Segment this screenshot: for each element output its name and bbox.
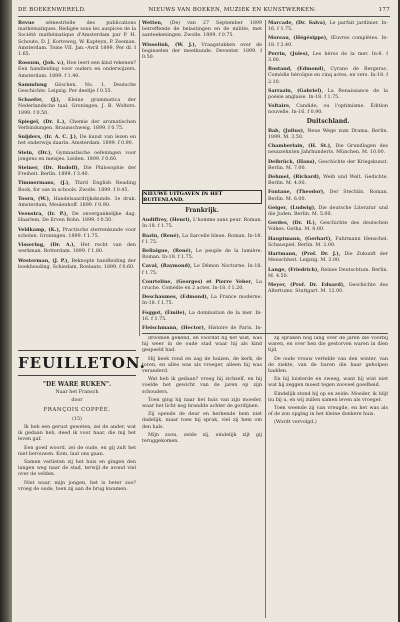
entry-author: Voltaire, bbox=[268, 103, 291, 110]
entry-text: La Sarcelle bleue. Roman. In-18. f 1.75. bbox=[142, 233, 262, 245]
entry-author: Caval, (Raymond), bbox=[142, 263, 192, 270]
catalogue-entry bbox=[268, 143, 388, 156]
catalogue-entry bbox=[268, 159, 388, 172]
entry-text: Le parfait jardinier. In-16. f 1.75. bbox=[268, 21, 388, 33]
story-continuation-middle bbox=[142, 336, 262, 618]
entry-text: De onvergankelijke dag. Haarlem, De Erven Bohn. 1899. f 0.50. bbox=[18, 212, 136, 224]
entry-author: Rossum, (Joh. v.), bbox=[18, 60, 66, 67]
catalogue-entry bbox=[18, 60, 136, 80]
entry-author: Spiegel, (Dr. L.), bbox=[18, 118, 66, 125]
entry-author: Westerman, (J. P.), bbox=[18, 257, 70, 264]
entry-author: Deschaumes, (Edmond), bbox=[142, 294, 209, 301]
entry-text: Vraagstukken over de beginselen der meetkunde. Deventer. 1899. f 0.50. bbox=[142, 42, 262, 61]
entry-author: Toorn, (W.), bbox=[18, 195, 51, 202]
catalogue-entry bbox=[142, 310, 262, 323]
entry-text: Practische sterrenkunde voor scholen. Groningen. 1899. f 1.75. bbox=[18, 227, 136, 239]
header-page-number: 177 bbox=[378, 7, 390, 13]
entry-text: Beknopte handleiding der boekhouding. Schiedam, Roelants. 1899. f 0.60. bbox=[18, 258, 136, 270]
catalogue-entry bbox=[268, 205, 388, 218]
story-paragraph: De oude vrouw vertelde van den winter, van de ziekte, van de buren die haar geholpen hadden. bbox=[268, 356, 388, 375]
entry-author: Snijders, (Ir. A. C. J.), bbox=[18, 134, 78, 141]
entry-author: Fleischmann, (Hector), bbox=[142, 325, 206, 330]
lower-section-rule bbox=[142, 333, 388, 334]
catalogue-entry bbox=[18, 97, 136, 117]
entry-text: Die Grundlagen des neunzehnten Jahrhunderts. München. M. 10.00. bbox=[268, 144, 388, 156]
running-header bbox=[18, 4, 390, 17]
entry-author: Sarrazin, (Gabriel), bbox=[268, 87, 324, 94]
entry-author: Wetten, bbox=[142, 20, 163, 26]
story-title: "DE WARE RUKEN". bbox=[42, 381, 112, 388]
story-installment: (15) bbox=[72, 416, 82, 422]
catalogue-entry bbox=[18, 20, 136, 58]
entry-author: Revue bbox=[18, 20, 35, 26]
entry-author: Wisselink, (W. J.), bbox=[142, 41, 197, 48]
book-binding-edge bbox=[0, 0, 12, 622]
catalogue-entry bbox=[142, 263, 262, 276]
entry-text: Candide, ou l'optimisme. Édition nouvelle. In-16. f 0.90. bbox=[268, 104, 388, 116]
story-subtitle: Naar het Fransch bbox=[55, 390, 99, 396]
entry-text: Cyrano de Bergerac. Comédie héroïque en cinq actes, en vers. In-18. f 2.10. bbox=[268, 67, 388, 85]
entry-text: Fuhrmann Henschel. Schauspiel. Berlin. M. 2.00. bbox=[268, 236, 388, 248]
entry-author: Lange, (Friedrich), bbox=[268, 266, 319, 273]
entry-author: Schaefer, (J.), bbox=[18, 97, 61, 104]
catalogue-entry bbox=[268, 88, 388, 101]
story-paragraph: Samen verlieten zij het huis en gingen den langen weg naar de stad, terwijl de avond viel over de velden. bbox=[18, 460, 136, 478]
entry-author: Hauptmann, (Gerhart), bbox=[268, 235, 333, 242]
catalogue-entry bbox=[18, 242, 136, 255]
story-paragraph: Zij opende de deur en herkende hem niet dadelijk, maar toen hij sprak, viel zij hem om den hals. bbox=[142, 412, 262, 430]
story-paragraph: (Wordt vervolgd.) bbox=[274, 420, 317, 426]
catalogue-entry bbox=[142, 42, 262, 62]
entry-author: Fontane, (Theodor), bbox=[268, 189, 325, 196]
entry-text: Geschichte des Altertums. Stuttgart. M. 12.00. bbox=[268, 282, 388, 295]
story-paragraph: Hij keek rond en zag de huizen, de kerk, de toren, en alles was als vroeger, alleen hij was veranderd. bbox=[142, 356, 262, 375]
catalogue-entry bbox=[142, 325, 262, 330]
column-rule-right bbox=[265, 20, 266, 618]
entry-author: Timmermans, (J.), bbox=[18, 180, 70, 187]
entry-text: La domination de la mer. In-16. f 1.75. bbox=[142, 310, 262, 322]
story-paragraph: Wat heb ik gedaan? vroeg hij zichzelf, en hij voelde het gewicht van de jaren op zijn schouders. bbox=[142, 377, 262, 395]
catalogue-entry bbox=[18, 211, 136, 224]
feuilleton-heading: FEUILLETON. bbox=[18, 350, 136, 376]
entry-text: Handelsaardrijkskunde. 3e druk. Amsterdam, Meulenhoff. 1899. f 0.90. bbox=[18, 196, 136, 209]
entry-text: Third English Reading Book, for use in schools. Zwolle. 1899. f 0.45. bbox=[18, 181, 136, 193]
header-left: DE BOEKENWERELD. bbox=[18, 7, 87, 13]
entry-text: Het recht van den werkman. Rotterdam. 1899. f 1.80. bbox=[18, 243, 136, 255]
column-right bbox=[268, 20, 388, 332]
catalogue-entry bbox=[18, 196, 136, 209]
story-continuation-right bbox=[268, 336, 388, 618]
catalogue-entry bbox=[268, 51, 388, 64]
story-paragraph: Eindelijk stond hij op en zeide: Moeder, ik blijf nu bij u, en wij zullen samen leven als vroeger. bbox=[268, 391, 388, 403]
catalogue-entry bbox=[142, 20, 262, 40]
entry-author: Bab, (Julius), bbox=[268, 127, 305, 134]
entry-author: Delbrück, (Hans), bbox=[268, 158, 317, 165]
entry-author: Stein, (Dr.), bbox=[18, 149, 53, 156]
entry-text: Chemie der aromatischen Verbindungen. Braunschweig. 1899. f 0.75. bbox=[18, 119, 136, 132]
entry-author: Sammlung bbox=[18, 81, 47, 88]
entry-text: sémestrielle des publications mathématiques. Rédigée sous les auspices de la Société mathématique d'Amsterdam par P. H. Schoute, D. J. Korteweg, W. Kapteyn, P. Zeeman. Amsterdam. Tome VII. Jan.–Avril 1899. Per dl. f 1.65. bbox=[18, 21, 136, 58]
entry-author: Chamberlain, (H. St.), bbox=[268, 143, 332, 150]
entry-author: Vissering, (Dr. A.), bbox=[18, 242, 76, 249]
entry-text: Reines Deutschtum. Berlin. M. 4.50. bbox=[268, 267, 388, 279]
entry-text: De kunst van lezen en het onderwijs daarin. Amsterdam. 1899. f 0.90. bbox=[18, 135, 136, 147]
story-paragraph: zij spraken nog lang over de jaren die voorbij waren, en over hen die gestorven waren in dien tijd. bbox=[268, 336, 388, 354]
section-box-foreign-publications: NIEUWE UITGAVEN IN HET BUITENLAND. bbox=[142, 190, 262, 204]
story-paragraph: droomen gekend, en voordat hij het wist, was hij weer in de oude stad waar hij als kind gespeeld had. bbox=[142, 336, 262, 354]
catalogue-entry bbox=[268, 128, 388, 141]
catalogue-entry bbox=[268, 103, 388, 116]
catalogue-entry bbox=[142, 248, 262, 261]
entry-text: (De) van 27 September 1899 betreffende de belastingen en de militie, met aanteekeningen. Zwolle. 1899. f 0.75. bbox=[142, 21, 262, 39]
catalogue-entry bbox=[268, 282, 388, 295]
catalogue-entry bbox=[142, 279, 262, 292]
entry-author: Steiner, (Dr. Rudolf), bbox=[18, 165, 80, 172]
entry-author: Foggot, (Émile), bbox=[142, 309, 187, 316]
entry-text: Œuvres complètes. In-18. f 2.40. bbox=[268, 36, 388, 48]
entry-author: Dehmel, (Richard), bbox=[268, 174, 321, 181]
entry-text: Geschichte der Kriegskunst. Berlin. M. 7.00. bbox=[268, 159, 388, 171]
catalogue-entry bbox=[142, 294, 262, 307]
entry-text: Die Philosophie der Freiheit. Berlin. 1899. f 3.40. bbox=[18, 166, 136, 178]
entry-text: Die Zukunft der Menschheit. Leipzig. M. 3.00. bbox=[268, 252, 388, 264]
entry-author: Meyer, (Prof. Dr. Eduard), bbox=[268, 281, 345, 288]
entry-author: Perrin, (Jules), bbox=[268, 50, 310, 57]
story-author-prefix: door bbox=[71, 398, 83, 404]
entry-text: Kleine grammatica der Nederlandsche taal. Groningen, J. B. Wolters. 1899. f 0.50. bbox=[18, 98, 136, 116]
entry-author: Bellaigue, (René), bbox=[142, 248, 193, 255]
entry-text: Die deutsche Literatur und die Juden. Berlin. M. 5.00. bbox=[268, 205, 388, 218]
catalogue-entry bbox=[18, 150, 136, 163]
entry-author: Moreau, (Hégésippe), bbox=[268, 35, 328, 42]
entry-author: Hartmann, (Prof. Dr. J.), bbox=[268, 251, 341, 258]
entry-text: La France moderne. In-18. f 1.75. bbox=[142, 295, 262, 307]
story-paragraph: Een goed woord, zei de oude, en gij zult het niet berouwen. Kom, laat ons gaan. bbox=[18, 445, 136, 457]
story-paragraph: Niet waar, mijn jongen, het is beter zoo? vroeg de oude, toen zij aan de brug kwamen. bbox=[18, 480, 136, 492]
story-paragraph: Toen weende zij van vreugde, en het was als of de zon opging in het kleine donkere huis. bbox=[268, 406, 388, 418]
section-title-frankrijk: Frankrijk. bbox=[185, 207, 219, 214]
entry-text: Weib und Welt. Gedichte. Berlin. M. 4.00. bbox=[268, 175, 388, 187]
story-paragraph: Mijn zoon, zeide zij, eindelijk zijt gij teruggekomen. bbox=[142, 432, 262, 445]
entry-author: Veenstra, (Ir. P.), bbox=[18, 211, 68, 218]
entry-text: Hoe leert een kind rekenen? Een handleiding voor ouders en onderwijzers. Amsterdam. 1899. f 1.40. bbox=[18, 61, 136, 79]
catalogue-entry bbox=[18, 258, 136, 271]
entry-text: Geschichte des deutschen Volkes. Gotha. M. 8.00. bbox=[268, 221, 388, 233]
catalogue-entry bbox=[268, 267, 388, 280]
catalogue-entry bbox=[142, 233, 262, 246]
entry-text: Histoire de Paris. In- bbox=[208, 326, 262, 330]
entry-text: Göschen. No. 1. Deutsche Geschichte. Leipzig. Per deeltje f 0.55. bbox=[18, 82, 136, 95]
entry-text: Le Démon Nocturne. In-18. f 1.75. bbox=[142, 264, 262, 276]
catalogue-entry bbox=[268, 35, 388, 48]
catalogue-entry bbox=[142, 217, 262, 230]
catalogue-entry bbox=[268, 66, 388, 86]
entry-author: Geiger, (Ludwig), bbox=[268, 204, 316, 211]
feuilleton-story bbox=[18, 378, 136, 618]
entry-text: Neue Wege zum Drama. Berlin. 1899. M. 3.50. bbox=[268, 128, 388, 141]
catalogue-entry bbox=[18, 227, 136, 240]
entry-author: Marcade, (Dr. Salva), bbox=[268, 20, 327, 26]
entry-text: Le peuple de la lumière. Roman. In-18. f 1.75. bbox=[142, 249, 262, 261]
entry-text: Gymnastische oefeningen voor jongens en meisjes. Leiden. 1899. f 0.60. bbox=[18, 150, 136, 162]
entry-author: Audiffrey, (Henri), bbox=[142, 217, 192, 224]
entry-text: La Renaissance de la poésie anglaise. In-18. f 1.75. bbox=[268, 88, 388, 101]
entry-text: La cruche. Comédie en 2 actes. In-18. f 1.20. bbox=[142, 279, 262, 292]
catalogue-entry bbox=[268, 189, 388, 202]
catalogue-entry bbox=[18, 165, 136, 178]
catalogue-entry bbox=[18, 134, 136, 147]
catalogue-entry bbox=[268, 236, 388, 249]
story-paragraph: Toen ging hij naar het huis van zijn moeder, waar het licht nog brandde achter de gordijnen. bbox=[142, 397, 262, 410]
column-dutch-publications bbox=[18, 20, 136, 336]
column-rule-left bbox=[139, 20, 140, 336]
entry-author: Rostand, (Edmond), bbox=[268, 66, 326, 73]
column-middle-foreign bbox=[142, 206, 262, 330]
story-author: FRANÇOIS COPPÉE. bbox=[43, 406, 111, 413]
catalogue-entry bbox=[268, 251, 388, 264]
catalogue-entry bbox=[268, 174, 388, 187]
entry-text: Der Stechlin. Roman. Berlin. M. 6.00. bbox=[268, 190, 388, 202]
story-paragraph: Ik heb een gerust geweten, zei de ander, wat ik gedaan heb, deed ik voor haar, die mij het leven gaf. bbox=[18, 425, 136, 443]
section-title-duitschland: Duitschland. bbox=[306, 117, 350, 125]
catalogue-entry bbox=[18, 82, 136, 95]
catalogue-entry bbox=[18, 180, 136, 193]
story-paragraph: En hij luisterde en zweeg, want hij wist niet wat hij zeggen moest tegen zooveel goedheid. bbox=[268, 377, 388, 389]
entry-author: Gerdes, (Dr. H.), bbox=[268, 220, 317, 227]
catalogue-entry bbox=[268, 20, 388, 33]
entry-author: Courteline, (Georges) et Pierre Veber, bbox=[142, 278, 253, 285]
catalogue-entry bbox=[268, 220, 388, 233]
entry-author: Bazin, (René), bbox=[142, 232, 181, 239]
entry-text: L'homme sans peur. Roman. In-18. f 1.75. bbox=[142, 218, 262, 230]
column-middle-top bbox=[142, 20, 262, 188]
entry-text: Les héros de la mer. In-8. f 3.00. bbox=[268, 51, 388, 64]
header-center: NIEUWS VAN BOEKEN, MUZIEK EN KUNSTWERKEN. bbox=[148, 7, 317, 13]
entry-author: Veldkamp, (K.), bbox=[18, 226, 61, 233]
catalogue-entry bbox=[18, 119, 136, 132]
